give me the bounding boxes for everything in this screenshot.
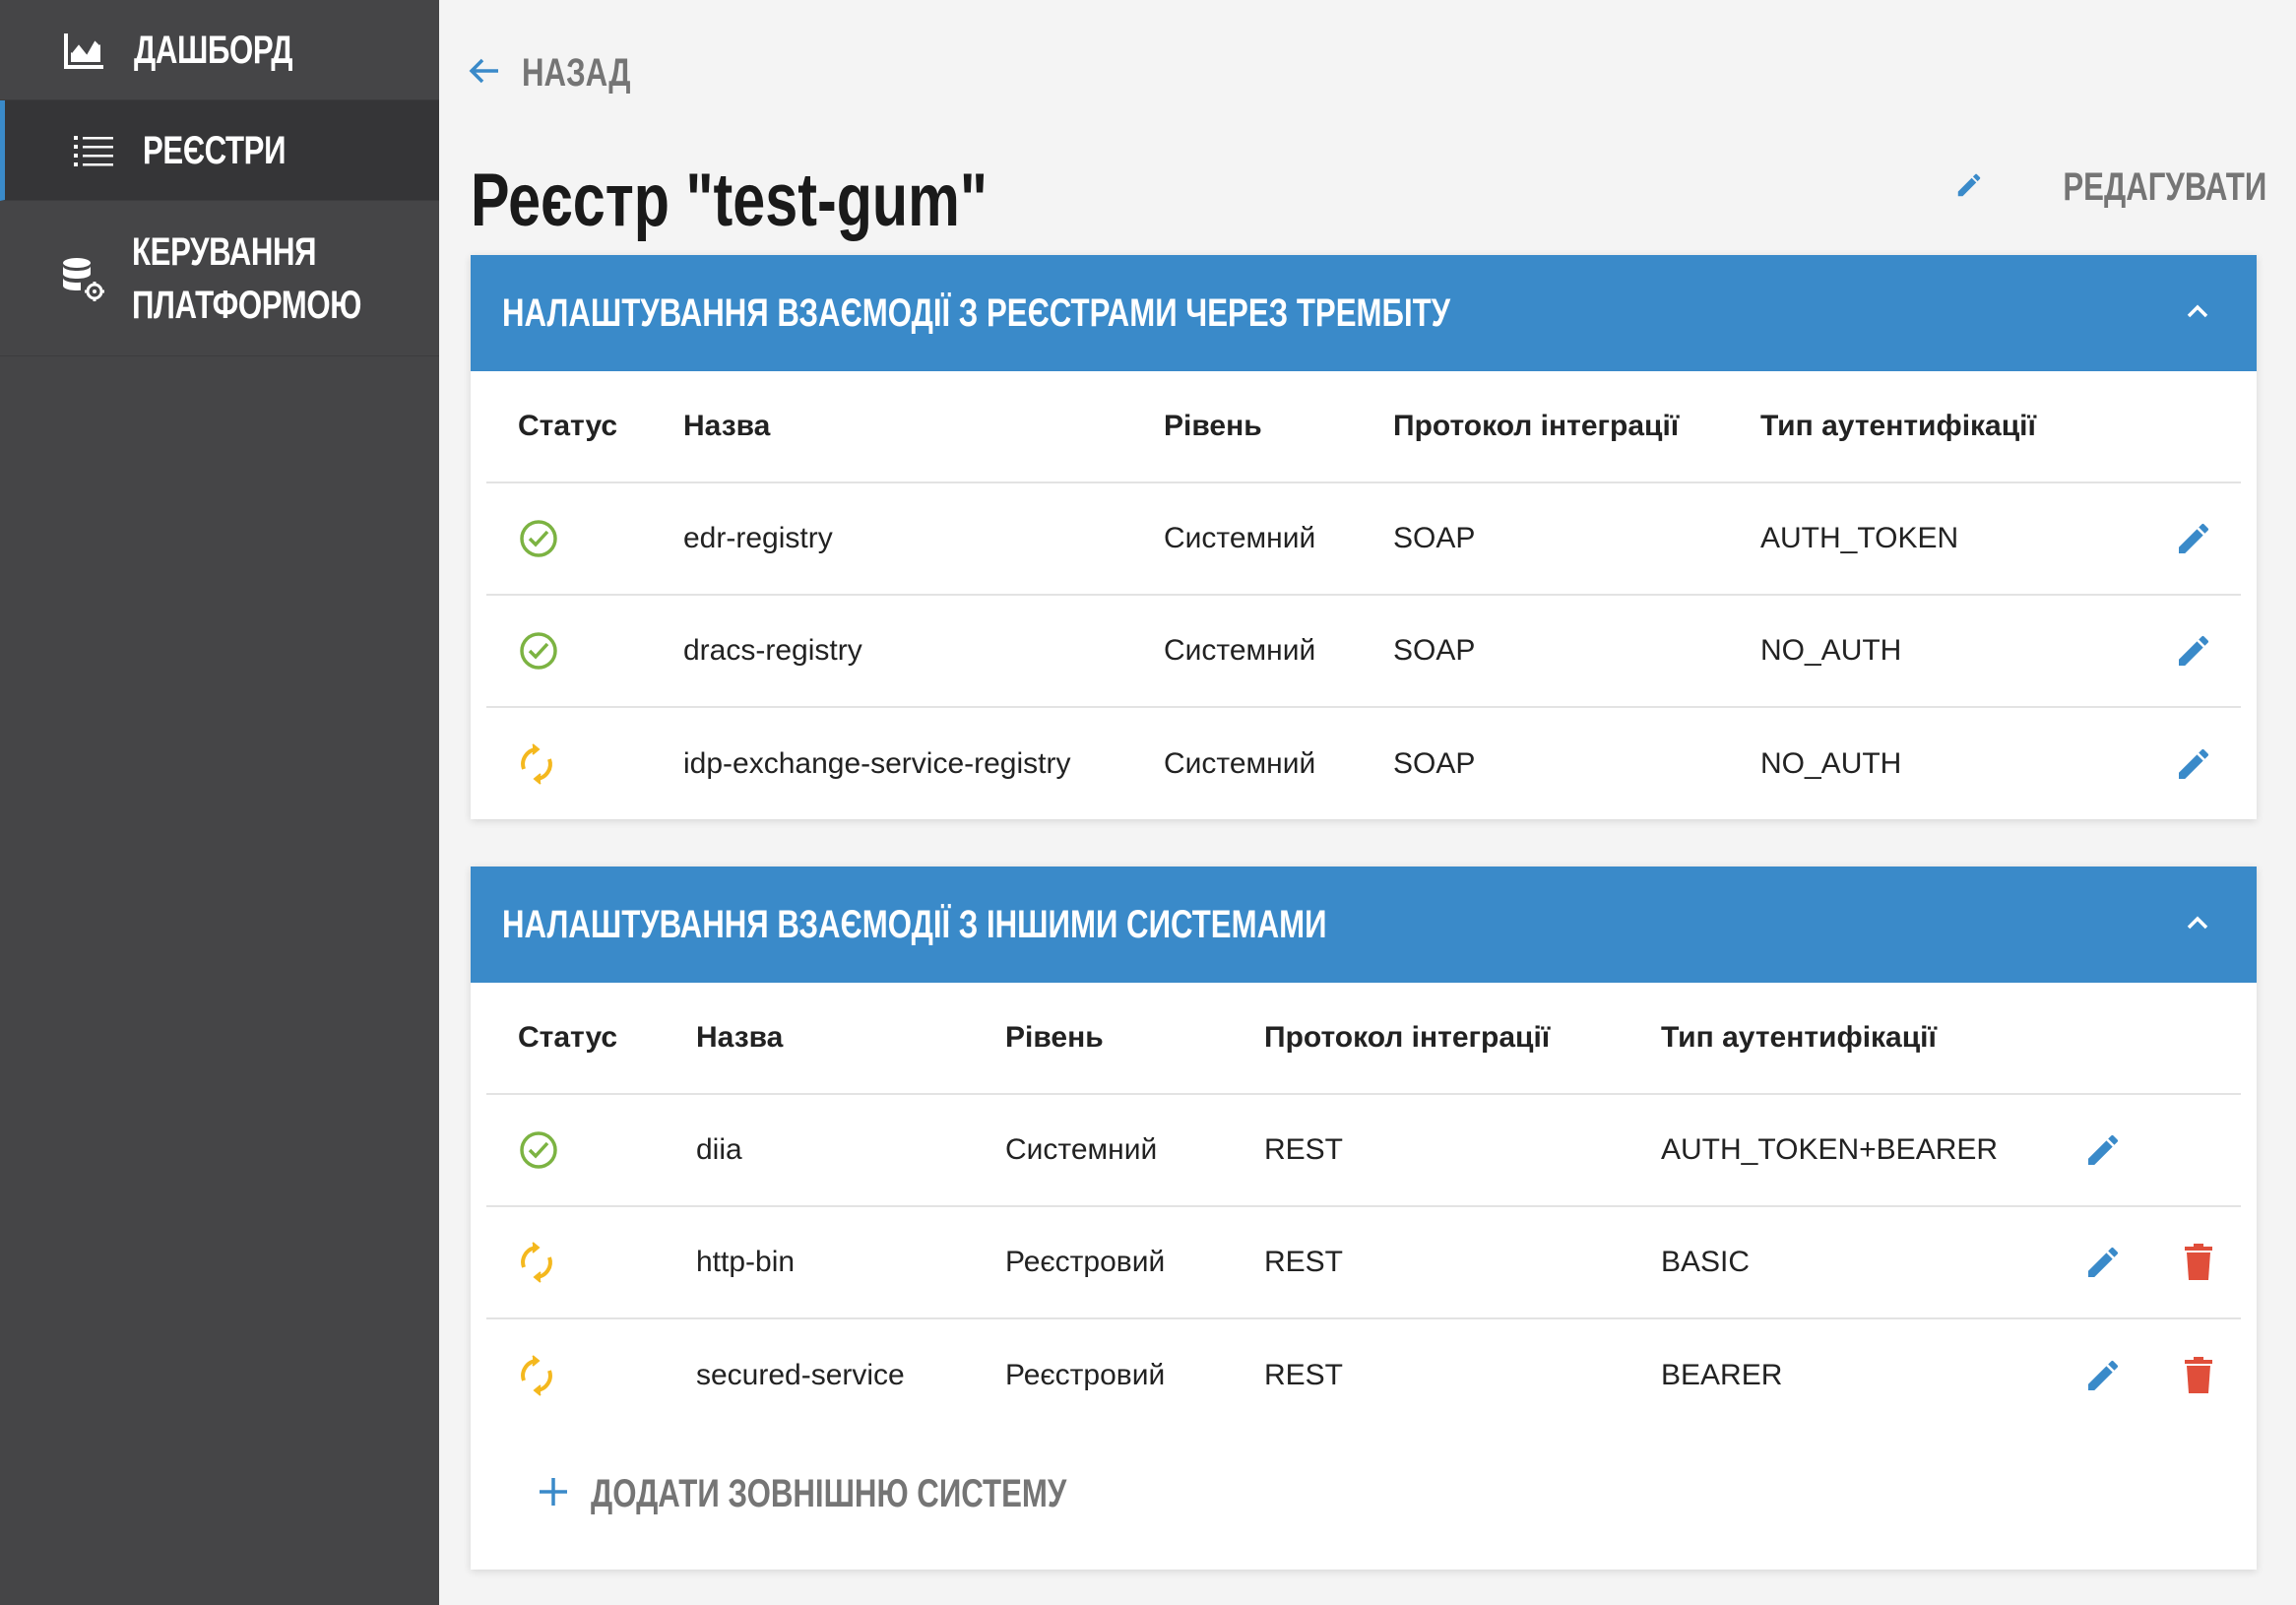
registry-level: Системний xyxy=(1164,634,1316,667)
registry-protocol: SOAP xyxy=(1393,522,1476,554)
panel-title: НАЛАШТУВАННЯ ВЗАЄМОДІЇ З ІНШИМИ СИСТЕМАМИ xyxy=(502,902,1327,946)
system-level: Реєстровий xyxy=(1005,1359,1166,1391)
sidebar-item-dashboard[interactable] xyxy=(0,0,439,100)
registry-level: Системний xyxy=(1164,522,1316,554)
registry-auth: NO_AUTH xyxy=(1760,634,1902,667)
status-pending-sync-icon xyxy=(518,1319,555,1432)
table-row xyxy=(486,596,2241,708)
back-link[interactable] xyxy=(469,51,662,96)
page-title: Реєстр "test-gum" xyxy=(471,159,988,242)
column-header-status: Статус xyxy=(518,1021,618,1054)
registry-name: edr-registry xyxy=(683,522,833,554)
trembita-panel-header[interactable] xyxy=(471,255,2257,371)
table-header-row xyxy=(486,371,2241,483)
system-protocol: REST xyxy=(1264,1359,1344,1391)
edit-row-pencil-icon[interactable] xyxy=(2174,483,2213,594)
external-systems-panel xyxy=(471,867,2257,1570)
system-name: secured-service xyxy=(696,1359,905,1391)
system-auth: AUTH_TOKEN+BEARER xyxy=(1661,1133,1999,1166)
arrow-left-icon xyxy=(469,57,500,90)
table-header-row xyxy=(486,983,2241,1095)
status-active-icon xyxy=(518,596,559,706)
system-level: Реєстровий xyxy=(1005,1246,1166,1278)
main-content xyxy=(439,0,2296,1605)
system-level: Системний xyxy=(1005,1133,1158,1166)
edit-label: РЕДАГУВАТИ xyxy=(2063,165,2266,209)
chevron-up-icon[interactable] xyxy=(2186,303,2209,324)
column-header-name: Назва xyxy=(683,410,771,442)
table-row xyxy=(486,1319,2241,1432)
edit-registry-button[interactable] xyxy=(1954,165,2266,210)
delete-trash-icon[interactable] xyxy=(2184,1319,2213,1432)
registry-protocol: SOAP xyxy=(1393,634,1476,667)
system-name: diia xyxy=(696,1133,742,1166)
sidebar-item-platform[interactable] xyxy=(0,201,439,356)
registry-name: dracs-registry xyxy=(683,634,862,667)
column-header-status: Статус xyxy=(518,410,618,442)
table-row xyxy=(486,708,2241,820)
sidebar-item-registries[interactable] xyxy=(0,100,439,201)
column-header-level: Рівень xyxy=(1164,410,1262,442)
registry-protocol: SOAP xyxy=(1393,747,1476,780)
table-row xyxy=(486,483,2241,596)
external-panel-header[interactable] xyxy=(471,867,2257,983)
edit-row-pencil-icon[interactable] xyxy=(2083,1319,2123,1432)
panel-title: НАЛАШТУВАННЯ ВЗАЄМОДІЇ З РЕЄСТРАМИ ЧЕРЕЗ ТРЕМБІТУ xyxy=(502,290,1451,335)
chart-area-icon xyxy=(53,31,116,70)
table-row xyxy=(486,1095,2241,1207)
registry-name: idp-exchange-service-registry xyxy=(683,747,1071,780)
chevron-up-icon[interactable] xyxy=(2186,915,2209,935)
system-protocol: REST xyxy=(1264,1133,1344,1166)
status-pending-sync-icon xyxy=(518,1207,555,1317)
sidebar xyxy=(0,0,439,1605)
registry-auth: NO_AUTH xyxy=(1760,747,1902,780)
system-name: http-bin xyxy=(696,1246,796,1278)
edit-row-pencil-icon[interactable] xyxy=(2174,708,2213,820)
pencil-icon xyxy=(1954,170,1984,205)
back-label: НАЗАД xyxy=(522,51,631,95)
sidebar-item-label: КЕРУВАННЯ ПЛАТФОРМОЮ xyxy=(132,229,362,327)
status-active-icon xyxy=(518,483,559,594)
column-header-protocol: Протокол інтеграції xyxy=(1393,410,1680,442)
edit-row-pencil-icon[interactable] xyxy=(2083,1095,2123,1205)
system-auth: BEARER xyxy=(1661,1359,1783,1391)
system-auth: BASIC xyxy=(1661,1246,1751,1278)
registry-auth: AUTH_TOKEN xyxy=(1760,522,1959,554)
sidebar-item-label: РЕЄСТРИ xyxy=(143,128,287,172)
column-header-level: Рівень xyxy=(1005,1021,1104,1054)
database-cog-icon xyxy=(51,256,114,301)
delete-trash-icon[interactable] xyxy=(2184,1207,2213,1317)
add-external-system-button[interactable] xyxy=(486,1432,2241,1556)
table-row xyxy=(486,1207,2241,1319)
status-pending-sync-icon xyxy=(518,708,555,820)
registry-level: Системний xyxy=(1164,747,1316,780)
add-system-label: ДОДАТИ ЗОВНІШНЮ СИСТЕМУ xyxy=(591,1471,1067,1515)
column-header-auth: Тип аутентифікації xyxy=(1661,1021,1937,1054)
column-header-name: Назва xyxy=(696,1021,784,1054)
edit-row-pencil-icon[interactable] xyxy=(2174,596,2213,706)
plus-icon xyxy=(538,1476,569,1512)
sidebar-item-label: ДАШБОРД xyxy=(134,28,293,72)
column-header-auth: Тип аутентифікації xyxy=(1760,410,2036,442)
system-protocol: REST xyxy=(1264,1246,1344,1278)
column-header-protocol: Протокол інтеграції xyxy=(1264,1021,1551,1054)
list-icon xyxy=(62,135,125,166)
trembita-panel xyxy=(471,255,2257,819)
edit-row-pencil-icon[interactable] xyxy=(2083,1207,2123,1317)
status-active-icon xyxy=(518,1095,559,1205)
